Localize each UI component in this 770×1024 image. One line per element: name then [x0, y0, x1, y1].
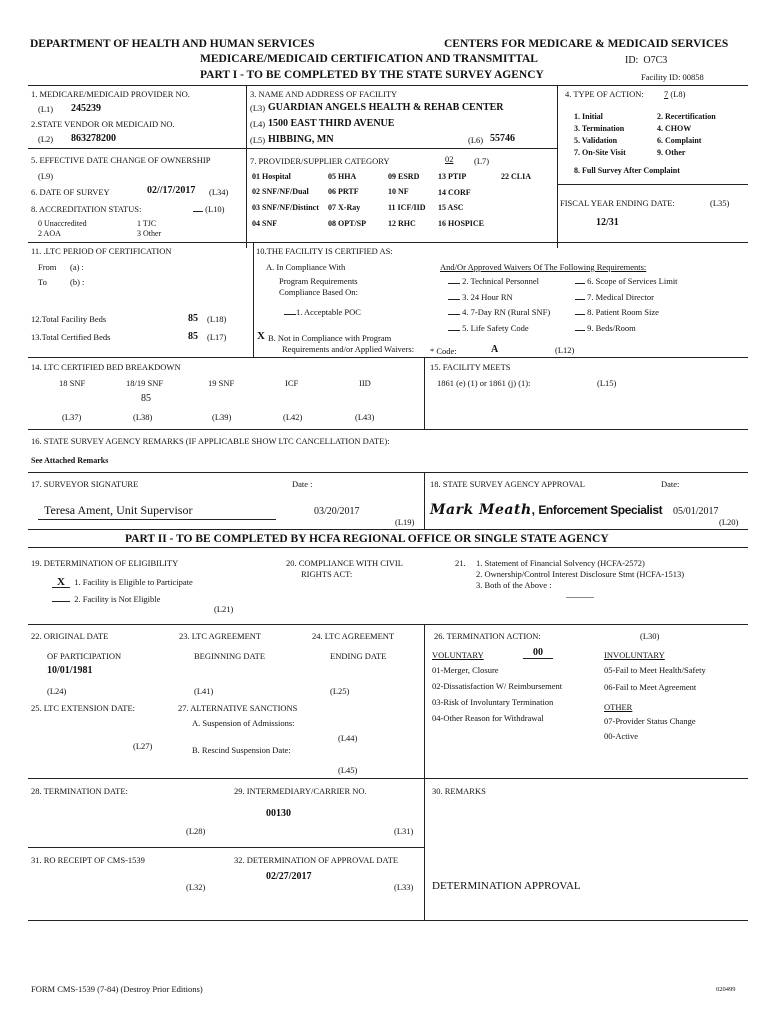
bed-code: (L43): [355, 412, 375, 422]
category-item: 10 NF: [388, 187, 409, 196]
remarks-label: 16. STATE SURVEY AGENCY REMARKS (IF APPLICABLE SHOW LTC CANCELLATION DATE):: [31, 436, 390, 446]
facility-name-label: 3. NAME AND ADDRESS OF FACILITY: [250, 89, 398, 99]
l5-code: (L5): [250, 135, 266, 145]
facility-name: GUARDIAN ANGELS HEALTH & REHAB CENTER: [268, 102, 504, 113]
category-item: 04 SNF: [252, 219, 278, 228]
code-value: A: [491, 344, 499, 355]
l20-code: (L20): [719, 517, 739, 527]
not-compliance: B. Not in Compliance with Program: [268, 333, 392, 343]
category-item: 01 Hospital: [252, 172, 291, 181]
civil-rights-label: 20. COMPLIANCE WITH CIVIL: [286, 558, 403, 568]
l19-code: (L19): [395, 517, 415, 527]
surveyor-date-label: Date :: [292, 479, 313, 489]
facility-city: HIBBING, MN: [268, 134, 334, 145]
civil-rights-label-2: RIGHTS ACT:: [301, 569, 353, 579]
voluntary-item: 02-Dissatisfaction W/ Reimbursement: [432, 681, 563, 691]
to-b-label: (b) :: [70, 277, 85, 287]
voluntary-item: 03-Risk of Involuntary Termination: [432, 697, 554, 707]
category-item: 12 RHC: [388, 219, 416, 228]
category-item: 06 PRTF: [328, 187, 359, 196]
category-item: 09 ESRD: [388, 172, 420, 181]
waiver-item: 5. Life Safety Code: [448, 323, 529, 333]
approval-date-32: 02/27/2017: [266, 871, 312, 882]
l1-code: (L1): [38, 104, 54, 114]
bed-code: (L38): [133, 412, 153, 422]
l44-code: (L44): [338, 733, 358, 743]
termination-action-label: 26. TERMINATION ACTION:: [434, 631, 541, 641]
action-value: 7 (L8): [664, 89, 686, 99]
surveyor-signature-label: 17. SURVEYOR SIGNATURE: [31, 479, 139, 489]
ltc-begin-sub: BEGINNING DATE: [194, 651, 266, 661]
category-value: 02: [445, 154, 454, 164]
certified-beds-label: 13.Total Certified Beds: [31, 332, 111, 342]
l15-code: (L15): [597, 378, 617, 388]
form-code: 020499: [716, 986, 736, 993]
approval-label: 18. STATE SURVEY AGENCY APPROVAL: [430, 479, 585, 489]
bed-col: 18/19 SNF: [126, 378, 164, 388]
l34-code: (L34): [209, 187, 229, 197]
approval-date-32-label: 32. DETERMINATION OF APPROVAL DATE: [234, 855, 399, 865]
l21-code: (L21): [214, 604, 234, 614]
id-label: ID: O7C3: [625, 55, 668, 66]
vendor-no: 863278200: [71, 133, 116, 144]
waiver-item: 6. Scope of Services Limit: [575, 276, 678, 286]
ro-receipt-label: 31. RO RECEIPT OF CMS-1539: [31, 855, 145, 865]
dept-heading: DEPARTMENT OF HEALTH AND HUMAN SERVICES: [30, 38, 315, 50]
surveyor-name: Teresa Ament, Unit Supervisor: [44, 503, 193, 517]
waiver-item: 9. Beds/Room: [575, 323, 636, 333]
category-item: 13 PTIP: [438, 172, 467, 181]
ltc-end-label: 24. LTC AGREEMENT: [312, 631, 395, 641]
category-item: 07 X-Ray: [328, 203, 361, 212]
action-option: 3. Termination: [574, 124, 625, 133]
section-21-label: 21.: [455, 558, 466, 568]
category-item: 02 SNF/NF/Dual: [252, 187, 309, 196]
involuntary-item: 06-Fail to Meet Agreement: [604, 682, 697, 692]
original-date-label: 22. ORIGINAL DATE: [31, 631, 109, 641]
carrier-no: 00130: [266, 808, 291, 819]
category-item: 15 ASC: [438, 203, 464, 212]
bed-col: IID: [359, 378, 371, 388]
approval-date-label: Date:: [661, 479, 680, 489]
other-label: OTHER: [604, 702, 633, 712]
l12-code: (L12): [555, 345, 575, 355]
l41-code: (L41): [194, 686, 214, 696]
suspension-label: A. Suspension of Admissions:: [192, 718, 295, 728]
termination-value: 00: [523, 647, 553, 659]
voluntary-label: VOLUNTARY: [432, 650, 484, 660]
acc-option: 0 Unaccredited: [38, 219, 87, 228]
not-compliance-2: Requirements and/or Applied Waivers:: [282, 344, 415, 354]
category-label: 7. PROVIDER/SUPPLIER CATEGORY: [250, 156, 390, 166]
l28-code: (L28): [186, 826, 206, 836]
compliance-a: A. In Compliance With: [266, 262, 346, 272]
l6-code: (L6): [468, 135, 484, 145]
from-a-label: (a) :: [70, 262, 84, 272]
ltc-extension-label: 25. LTC EXTENSION DATE:: [31, 703, 136, 713]
bed-code: (L39): [212, 412, 232, 422]
involuntary-label: INVOLUNTARY: [604, 650, 665, 660]
l35-code: (L35): [710, 198, 730, 208]
ltc-begin-label: 23. LTC AGREEMENT: [179, 631, 262, 641]
l25-code: (L25): [330, 686, 350, 696]
certified-as-label: 10.THE FACILITY IS CERTIFIED AS:: [256, 246, 393, 256]
category-item: 16 HOSPICE: [438, 219, 485, 228]
l45-code: (L45): [338, 765, 358, 775]
action-option: 4. CHOW: [657, 124, 692, 133]
l18-code: (L18): [207, 314, 227, 324]
waivers-title: And/Or Approved Waivers Of The Following Requirements:: [440, 262, 647, 272]
eligible-option: X 1. Facility is Eligible to Participate: [52, 577, 193, 588]
total-beds: 85: [188, 313, 198, 324]
action-option: 1. Initial: [574, 112, 603, 121]
bed-breakdown-label: 14. LTC CERTIFIED BED BREAKDOWN: [31, 362, 181, 372]
carrier-label: 29. INTERMEDIARY/CARRIER NO.: [234, 786, 367, 796]
bed-col: ICF: [285, 378, 299, 388]
fiscal-year-label: FISCAL YEAR ENDING DATE:: [560, 198, 675, 208]
l9-code: (L9): [38, 171, 54, 181]
category-item: 11 ICF/IID: [388, 203, 426, 212]
form-title: MEDICARE/MEDICAID CERTIFICATION AND TRANSMITTAL: [200, 53, 538, 65]
cms-heading: CENTERS FOR MEDICARE & MEDICAID SERVICES: [444, 38, 729, 50]
other-item: 00-Active: [604, 731, 638, 741]
facility-id: Facility ID: 00858: [641, 72, 704, 82]
original-date: 10/01/1981: [47, 665, 93, 676]
other-item: 07-Provider Status Change: [604, 716, 696, 726]
waiver-item: 3. 24 Hour RN: [448, 292, 513, 302]
program-req: Program Requirements: [279, 276, 358, 286]
voluntary-item: 04-Other Reason for Withdrawal: [432, 713, 544, 723]
survey-date: 02//17/2017: [147, 185, 196, 196]
approver-signature: Mark Meath, Enforcement Specialist: [430, 502, 663, 518]
waiver-item: 7. Medical Director: [575, 292, 654, 302]
action-option: 5. Validation: [574, 136, 618, 145]
vendor-no-label: 2.STATE VENDOR OR MEDICAID NO.: [31, 119, 175, 129]
action-option: 2. Recertification: [657, 112, 716, 121]
l7-code: (L7): [474, 156, 490, 166]
eligibility-label: 19. DETERMINATION OF ELIGIBILITY: [31, 558, 179, 568]
ltc-period-label: 11. .LTC PERIOD OF CERTIFICATION: [31, 246, 172, 256]
form-number: FORM CMS-1539 (7-84) (Destroy Prior Editions): [31, 984, 203, 994]
involuntary-item: 05-Fail to Meet Health/Safety: [604, 665, 706, 675]
total-beds-label: 12.Total Facility Beds: [31, 314, 107, 324]
category-item: 05 HHA: [328, 172, 357, 181]
code-label: * Code:: [430, 346, 457, 356]
bed-code: (L37): [62, 412, 82, 422]
provider-no-label: 1. MEDICARE/MEDICAID PROVIDER NO.: [31, 89, 190, 99]
not-eligible-option: 2. Facility is Not Eligible: [52, 594, 160, 604]
certified-beds: 85: [188, 331, 198, 342]
facility-meets-text: 1861 (e) (1) or 1861 (j) (1):: [437, 378, 531, 388]
voluntary-item: 01-Merger, Closure: [432, 665, 499, 675]
rescind-label: B. Rescind Suspension Date:: [192, 745, 291, 755]
acceptable-poc: 1. Acceptable POC: [284, 307, 361, 317]
solvency-item: 1. Statement of Financial Solvency (HCFA-2572): [476, 558, 645, 568]
l4-code: (L4): [250, 119, 266, 129]
bed-col: 19 SNF: [208, 378, 235, 388]
l30-code: (L30): [640, 631, 660, 641]
l31-code: (L31): [394, 826, 414, 836]
to-label: To: [38, 277, 47, 287]
facility-meets-label: 15. FACILITY MEETS: [430, 362, 511, 372]
l33-code: (L33): [394, 882, 414, 892]
facility-zip: 55746: [490, 133, 515, 144]
approval-date: 05/01/2017: [673, 506, 719, 517]
action-option: 9. Other: [657, 148, 686, 157]
ltc-end-sub: ENDING DATE: [330, 651, 387, 661]
accreditation-label: 8. ACCREDITATION STATUS:: [31, 204, 142, 214]
l17-code: (L17): [207, 332, 227, 342]
bed-col: 18 SNF: [59, 378, 86, 388]
l27-code: (L27): [133, 741, 153, 751]
from-label: From: [38, 262, 57, 272]
category-item: 08 OPT/SP: [328, 219, 367, 228]
l2-code: (L2): [38, 134, 54, 144]
acc-option: 1 TJC: [137, 219, 157, 228]
waiver-item: 8. Patient Room Size: [575, 307, 659, 317]
bed-code: (L42): [283, 412, 303, 422]
sanctions-label: 27. ALTERNATIVE SANCTIONS: [178, 703, 298, 713]
provider-no: 245239: [71, 103, 101, 114]
waiver-item: 2. Technical Personnel: [448, 276, 539, 286]
participation-label: OF PARTICIPATION: [47, 651, 122, 661]
action-option: 7. On-Site Visit: [574, 148, 626, 157]
l3-code: (L3): [250, 103, 266, 113]
action-option: 6. Complaint: [657, 136, 702, 145]
compliance-based: Compliance Based On:: [279, 287, 358, 297]
solvency-item: 2. Ownership/Control Interest Disclosure Stmt (HCFA-1513): [476, 569, 685, 579]
fiscal-year-value: 12/31: [596, 217, 619, 228]
l24-code: (L24): [47, 686, 67, 696]
accreditation-value: (L10): [193, 204, 224, 214]
ownership-label: 5. EFFECTIVE DATE CHANGE OF OWNERSHIP: [31, 155, 211, 165]
remarks-30-label: 30. REMARKS: [432, 786, 486, 796]
acc-option: 3 Other: [137, 229, 162, 238]
part2-title: PART II - TO BE COMPLETED BY HCFA REGIONAL OFFICE OR SINGLE STATE AGENCY: [125, 533, 609, 545]
solvency-item: 3. Both of the Above :: [476, 580, 552, 590]
action-option: 8. Full Survey After Complaint: [574, 166, 680, 175]
remarks-text: See Attached Remarks: [31, 456, 109, 465]
category-item: 22 CLIA: [501, 172, 532, 181]
category-item: 14 CORF: [438, 188, 471, 197]
part1-title: PART I - TO BE COMPLETED BY THE STATE SURVEY AGENCY: [200, 69, 544, 81]
waiver-item: 4. 7-Day RN (Rural SNF): [448, 307, 550, 317]
action-label: 4. TYPE OF ACTION:: [565, 89, 644, 99]
survey-date-label: 6. DATE OF SURVEY: [31, 187, 110, 197]
l32-code: (L32): [186, 882, 206, 892]
acc-option: 2 AOA: [38, 229, 61, 238]
surveyor-date: 03/20/2017: [314, 506, 360, 517]
x-mark: X: [257, 330, 265, 342]
category-item: 03 SNF/NF/Distinct: [252, 203, 319, 212]
bed-value-1819: 85: [141, 393, 151, 404]
facility-address: 1500 EAST THIRD AVENUE: [268, 118, 395, 129]
termination-date-label: 28. TERMINATION DATE:: [31, 786, 128, 796]
determination-approval: DETERMINATION APPROVAL: [432, 880, 581, 892]
